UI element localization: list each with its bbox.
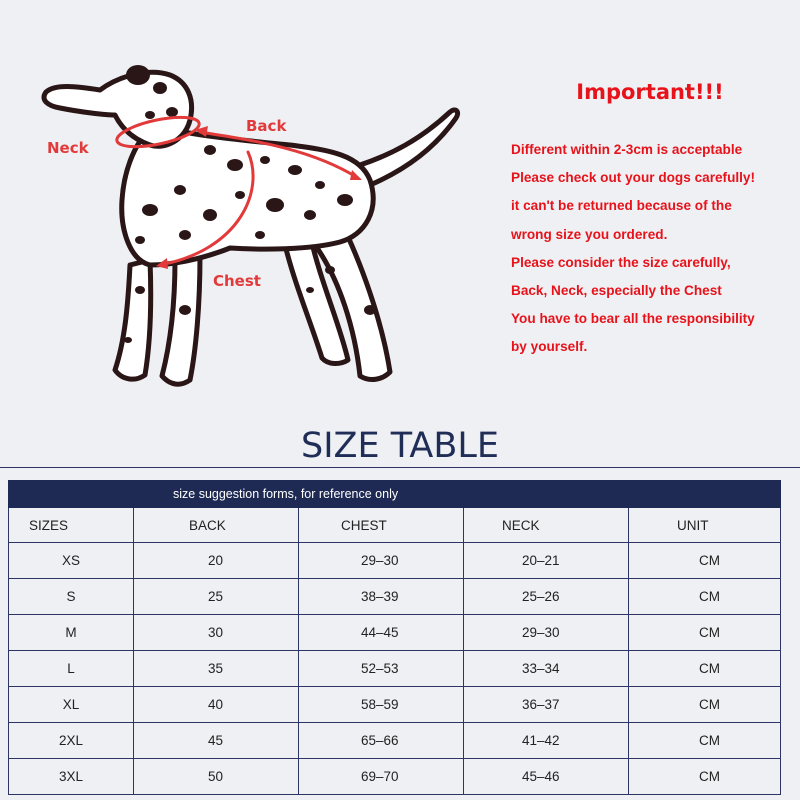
cell-back: 30 (134, 615, 299, 651)
cell-chest: 65–66 (299, 723, 464, 759)
cell-chest: 29–30 (299, 543, 464, 579)
cell-neck: 29–30 (464, 615, 629, 651)
notice-lines (511, 136, 796, 362)
table-row (9, 651, 781, 687)
notice-line: it can't be returned because of the (511, 198, 732, 214)
table-row (9, 579, 781, 615)
header-chest: CHEST (299, 508, 464, 543)
cell-back: 50 (134, 759, 299, 795)
cell-chest: 58–59 (299, 687, 464, 723)
neck-label: Neck (47, 139, 89, 157)
cell-unit: CM (629, 723, 781, 759)
table-banner-row (9, 481, 781, 508)
header-back: BACK (134, 508, 299, 543)
dog-measurement-diagram (10, 20, 480, 400)
table-row (9, 723, 781, 759)
header-sizes: SIZES (9, 508, 134, 543)
header-unit: UNIT (629, 508, 781, 543)
cell-neck: 45–46 (464, 759, 629, 795)
table-body (9, 543, 781, 795)
cell-neck: 36–37 (464, 687, 629, 723)
cell-size: 3XL (9, 759, 134, 795)
size-table-title: SIZE TABLE (301, 426, 499, 466)
notice-line: wrong size you ordered. (511, 226, 668, 242)
cell-back: 35 (134, 651, 299, 687)
chest-label: Chest (213, 272, 261, 290)
cell-size: XL (9, 687, 134, 723)
notice-line: You have to bear all the responsibility (511, 311, 755, 327)
cell-back: 40 (134, 687, 299, 723)
cell-unit: CM (629, 651, 781, 687)
cell-chest: 69–70 (299, 759, 464, 795)
cell-unit: CM (629, 579, 781, 615)
cell-neck: 41–42 (464, 723, 629, 759)
table-row (9, 687, 781, 723)
cell-back: 20 (134, 543, 299, 579)
cell-unit: CM (629, 687, 781, 723)
notice-line: Back, Neck, especially the Chest (511, 283, 722, 299)
notice-line: Different within 2-3cm is acceptable (511, 142, 743, 157)
cell-size: S (9, 579, 134, 615)
title-divider (0, 467, 800, 468)
cell-chest: 44–45 (299, 615, 464, 651)
cell-size: XS (9, 543, 134, 579)
notice-line: Please check out your dogs carefully! (511, 170, 756, 186)
cell-unit: CM (629, 543, 781, 579)
table-banner: size suggestion forms, for reference only (9, 481, 781, 508)
cell-back: 25 (134, 579, 299, 615)
notice-line: Please consider the size carefully, (511, 254, 731, 270)
cell-chest: 52–53 (299, 651, 464, 687)
table-header-row (9, 508, 781, 543)
header-neck: NECK (464, 508, 629, 543)
cell-neck: 25–26 (464, 579, 629, 615)
table-row (9, 759, 781, 795)
cell-unit: CM (629, 615, 781, 651)
important-heading: Important!!! (576, 80, 724, 104)
notice-line: by yourself. (511, 339, 588, 355)
cell-chest: 38–39 (299, 579, 464, 615)
cell-neck: 33–34 (464, 651, 629, 687)
cell-size: L (9, 651, 134, 687)
cell-back: 45 (134, 723, 299, 759)
cell-unit: CM (629, 759, 781, 795)
cell-size: 2XL (9, 723, 134, 759)
table-row (9, 615, 781, 651)
table-row (9, 543, 781, 579)
back-label: Back (246, 117, 287, 135)
size-table (8, 480, 781, 795)
cell-neck: 20–21 (464, 543, 629, 579)
cell-size: M (9, 615, 134, 651)
